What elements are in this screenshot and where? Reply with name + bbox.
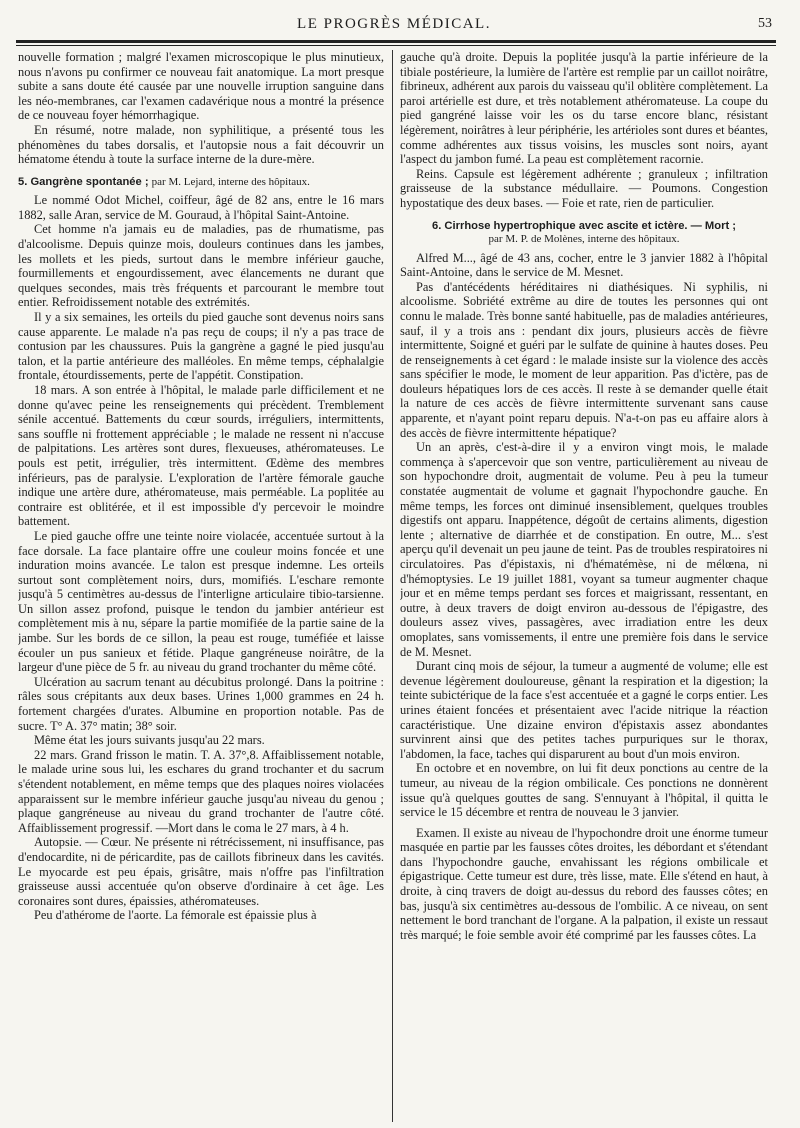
paragraph: nouvelle formation ; malgré l'examen microscopique le plus minutieux, nous n'avons pu confirmer ce nouveau fait anatomique. La mort presque subite a sans doute été causée par une nouvelle irruption sanguine dans les néo-membranes, car l'examen cadavérique nous a montré la présence de ce nouveau foyer hémorrhagique.: [18, 50, 384, 123]
page-header: [16, 16, 772, 34]
section-heading-5: [18, 176, 384, 190]
paragraph: Il y a six semaines, les orteils du pied gauche sont devenus noirs sans cause apparente. Le malade n'a pas reçu de coups; il n'y a pas trace de contusion par les chaussures. Puis la gangrène a gagné le pied jusqu'au talon, et la partie antérieure des malléoles. En même temps, céphalalgie frontale, étourdissements, perte de l'appétit. Constipation.: [18, 310, 384, 383]
paragraph: Pas d'antécédents héréditaires ni diathésiques. Ni syphilis, ni alcoolisme. Sobriété extrême au dire de toutes les personnes qui ont connu le malade. Très bonne santé habituelle, pas de maladies antérieures, sauf, il y a trois ans : pendant dix jours, plusieurs accès de fièvre intermittente, Soigné et guéri par le sulfate de quinine à hautes doses. Peu de renseignements à cet égard : le malade insiste sur la violence des accès sans spécifier le mode, le moment de leur apparition. Pas d'ictère, pas de douleurs hépatiques lors de ces accès. Il reste à se demander quelle était la nature de ces accès de fièvre intermittente survenant sans cause apparente, et n'ayant point reparu depuis. N'a-t-on pas eu affaire alors à des accès de fièvre intermittente hépatique?: [400, 279, 768, 440]
section-title: 6. Cirrhose hypertrophique avec ascite et ictère. — Mort ;: [431, 219, 737, 232]
header-rule-thick: [16, 40, 776, 43]
header-rule-thin: [16, 45, 776, 46]
right-column: [400, 50, 768, 1124]
paragraph: gauche qu'à droite. Depuis la poplitée jusqu'à la partie inférieure de la tibiale postérieure, la lumière de l'artère est remplie par un caillot noirâtre, fibrineux, adhérent aux parois du vaisseau qu'il oblitère complètement. La paroi artérielle est dure, et très notablement athéromateuse. La coupe du pied gangréné laisse voir les os du tarse encore blanc, résistant légèrement, noirâtres à leur périphérie, les artérioles sont dures et béantes, comme adhérentes aux tissus voisins, les muscles sont noirs, ayant l'aspect du jambon fumé. La peau est complètement racornie.: [400, 50, 768, 167]
paragraph: 22 mars. Grand frisson le matin. T. A. 37°,8. Affaiblissement notable, le malade urine sous lui, les eschares du grand trochanter et du sacrum s'étendent notablement, en même temps que des plaques noires violacées apparaissent sur le membre inférieur gauche jusqu'au niveau du genou ; plaque gangréneuse au niveau du grand trochanter de l'autre côté. Affaiblissement progressif. —Mort dans le coma le 27 mars, à 4 h.: [18, 747, 384, 835]
paragraph: Le pied gauche offre une teinte noire violacée, accentuée surtout à la face dorsale. La face plantaire offre une couleur moins foncée et une induration moins avancée. Le talon est presque indemne. Les orteils surtout sont complètement noirs, durs, momifiés. L'eschare remonte jusqu'à 5 centimètres au-dessus de l'interligne articulaire tibio-tarsienne. Un sillon assez profond, puisque le tendon du jambier antérieur est complètement mis à nu, sépare la partie momifiée de la partie saine de la jambe. Sur les bords de ce sillon, la peau est rouge, tuméfiée et laisse écouler un pus sanieux et fétide. Plaque gangréneuse noirâtre, de la largeur d'une pièce de 5 fr. au niveau du grand trochanter du même côté.: [18, 528, 384, 675]
paragraph: Durant cinq mois de séjour, la tumeur a augmenté de volume; elle est devenue légèrement douloureuse, gênant la respiration et la digestion; la teinte subictérique de la face s'est accentuée et a gagné le corps entier. Les urines étaient foncées et présentaient avec l'acide nitrique la réaction caractéristique. Une dizaine environ d'épistaxis assez abondantes survinrent ainsi que des petites taches purpuriques sur le thorax, l'abdomen, la face, taches qui disparurent au bout d'un mois environ.: [400, 659, 768, 761]
section-byline: par M. P. de Molènes, interne des hôpitaux.: [488, 233, 680, 246]
page-number: 53: [758, 16, 772, 31]
left-column: [18, 50, 384, 1124]
paragraph: En octobre et en novembre, on lui fit deux ponctions au centre de la tumeur, au niveau de la région ombilicale. Ces ponctions ne donnèrent issue qu'à quelques gouttes de sang. S'ennuyant à l'hôpital, il quitta le service le 15 décembre et rentra de nouveau le 3 janvier.: [400, 761, 768, 820]
paragraph: Reins. Capsule est légèrement adhérente ; granuleux ; infiltration graisseuse de la substance médullaire. — Poumons. Congestion hypostatique des deux bases. — Foie et rate, rien de particulier.: [400, 166, 768, 210]
paragraph: Un an après, c'est-à-dire il y a environ vingt mois, le malade commença à s'apercevoir que son ventre, particulièrement au niveau de son hypochondre droit, augmentait de volume. Peu à peu la tumeur constatée augmentait de volume et gagnait l'hypochondre gauche. En même temps, les forces ont diminué insensiblement, quelques troubles digestifs ont apparu. Inappétence, dégoût de certains aliments, digestion lente ; alternative de diarrhée et de constipation. En outre, M... s'est aperçu qu'il devenait un peu jaune de teint. Pas de troubles respiratoires ni circulatoires. Pas d'épistaxis, ni d'hématémèse, ni de mélœna, ni d'hémoptysies. Le 19 juillet 1881, voyant sa tumeur augmenter chaque jour et en même temps perdant ses forces et maigrissant, ressentant, en outre, à deux travers de doigt environ au-dessous de l'épigastre, des douleurs assez vives, passagères, avec irradiation entre les deux omoplates, sans vomissements, il entre une première fois dans le service de M. Mesnet.: [400, 440, 768, 659]
section-heading-6: [400, 220, 768, 247]
paragraph: Ulcération au sacrum tenant au décubitus prolongé. Dans la poitrine : râles sous crépitants aux deux bases. Urines 1,000 grammes en 24 h. fortement chargées d'urates. Albumine en proportion notable. Pas de sucre. T° A. 37° matin; 38° soir.: [18, 674, 384, 733]
section-title: 5. Gangrène spontanée ;: [18, 175, 149, 188]
paragraph: Peu d'athérome de l'aorte. La fémorale est épaissie plus à: [34, 908, 317, 923]
paragraph: Même état les jours suivants jusqu'au 22 mars.: [34, 733, 265, 748]
journal-title: LE PROGRÈS MÉDICAL.: [297, 16, 491, 32]
paragraph: Le nommé Odot Michel, coiffeur, âgé de 82 ans, entre le 16 mars 1882, salle Aran, service de M. Gouraud, à l'hôpital Saint-Antoine.: [18, 193, 384, 222]
paragraph: En résumé, notre malade, non syphilitique, a présenté tous les phénomènes du tabes dorsalis, et l'autopsie nous a fait découvrir un hématome étendu à toute la surface interne de la dure-mère.: [18, 122, 384, 167]
paragraph: Examen. Il existe au niveau de l'hypochondre droit une énorme tumeur masquée en partie par les fausses côtes droites, les débordant et s'étendant dans l'hypochondre gauche, envahissant les régions ombilicale et épigastrique. Cette tumeur est dure, très lisse, mate. Elle s'étend en haut, à droite, à cinq travers de doigt au-dessus du rebord des fausses côtes; en bas, jusqu'à six centimètres au-dessous de l'ombilic. A ce niveau, on sent nettement le bord tranchant de l'organe. A la palpation, il existe un ressaut très marqué; le foie semble avoir été comprimé par les fausses côtes. La: [400, 825, 768, 942]
section-byline: par M. Lejard, interne des hôpitaux.: [151, 175, 310, 188]
paragraph: Cet homme n'a jamais eu de maladies, pas de rhumatisme, pas d'alcoolisme. Depuis quinze mois, douleurs continues dans les jambes, les mollets et les pieds, surtout dans le membre inférieur gauche, fourmillements et engourdissement, avec élancements ne durant que quelques secondes, mais très fréquents et parcourant le membre tout entier. Refroidissement notable des extrémités.: [18, 222, 384, 310]
paragraph: Alfred M..., âgé de 43 ans, cocher, entre le 3 janvier 1882 à l'hôpital Saint-Antoine, dans le service de M. Mesnet.: [400, 250, 768, 280]
column-divider: [392, 50, 393, 1122]
paragraph: Autopsie. — Cœur. Ne présente ni rétrécissement, ni insuffisance, pas d'endocardite, ni de péricardite, pas de caillots fibrineux dans les cavités. Le myocarde est peu épais, grisâtre, mais n'offre pas l'infiltration graisseuse aussi accentuée qu'on observe d'ordinaire à cet âge. Les coronaires sont dures, épaissies, athéromateuses.: [18, 835, 384, 908]
paragraph: 18 mars. A son entrée à l'hôpital, le malade parle difficilement et ne donne qu'avec peine les renseignements qui précèdent. Tremblement sénile accentué. Battements du cœur sourds, irréguliers, intermittents, sans souffle ni frottement appréciable ; le malade ne ressent ni n'accuse de palpitations. Les artères sont dures, flexueuses, athéromateuses. Le pouls est petit, irrégulier, très intermittent. Œdème des membres inférieurs, pas de paralysie. L'exploration de l'artère fémorale gauche indique une artère dure, athéromateuse, mais perméable. La poplitée au contraire est oblitérée, et il est impossible d'y percevoir le moindre battement.: [18, 382, 384, 529]
